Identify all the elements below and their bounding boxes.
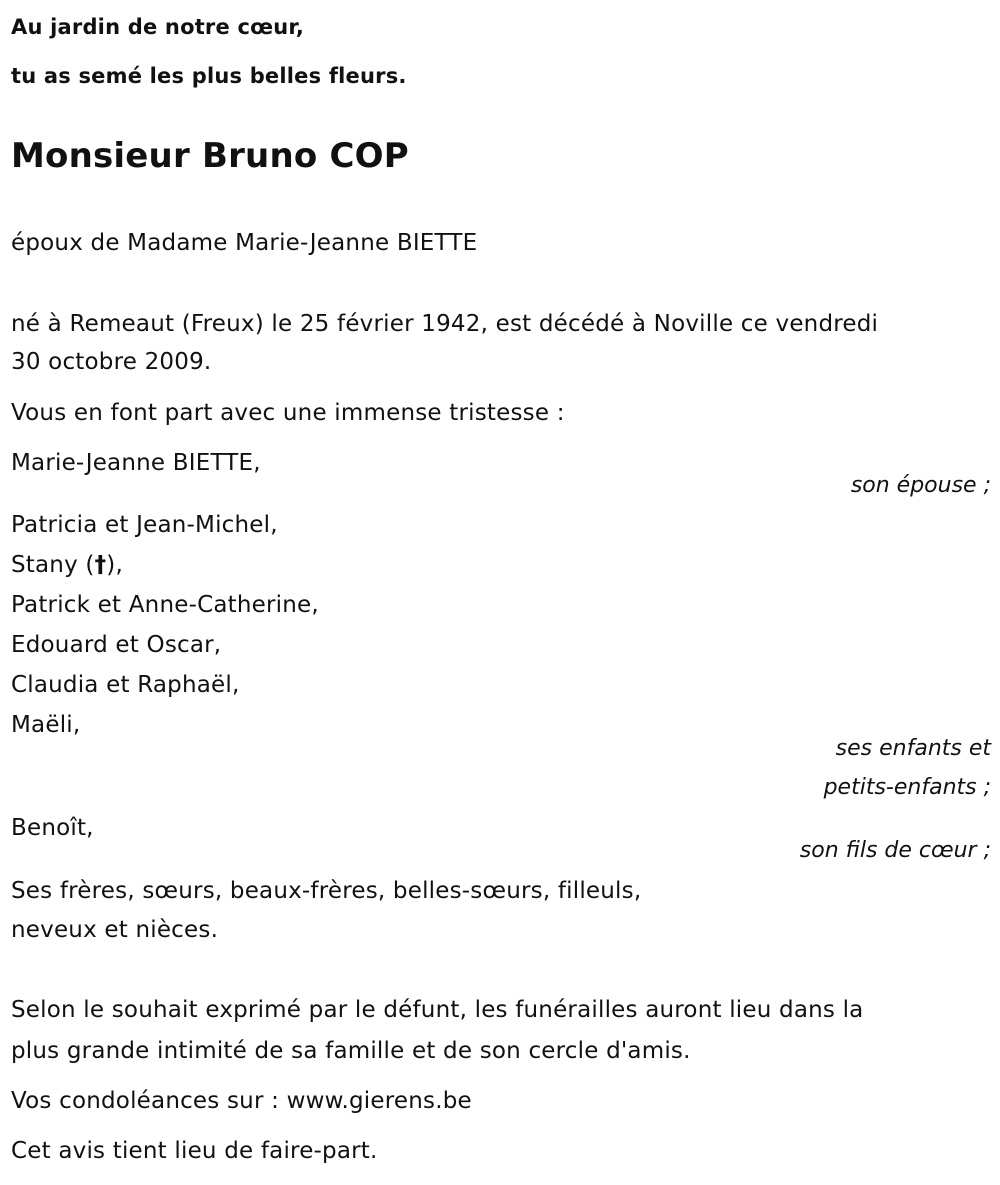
child-name: Edouard et Oscar, [11, 632, 222, 658]
condolences-line: Vos condoléances sur : www.gierens.be [11, 1088, 472, 1114]
spouse-name: Marie-Jeanne BIETTE, [11, 450, 261, 476]
heart-son-role: son fils de cœur ; [799, 838, 991, 863]
relatives-line-1: Ses frères, sœurs, beaux-frères, belles-sœurs, filleuls, [11, 878, 642, 904]
child-name: Patrick et Anne-Catherine, [11, 592, 319, 618]
children-role-line-1: ses enfants et [835, 736, 991, 761]
child-name: Maëli, [11, 712, 81, 738]
child-name: Stany ( [11, 552, 95, 578]
funeral-line-2: plus grande intimité de sa famille et de son cercle d'amis. [11, 1038, 691, 1064]
child-name-stany [11, 550, 123, 580]
birth-death-line-1: né à Remeaut (Freux) le 25 février 1942, est décédé à Noville ce vendredi [11, 311, 879, 337]
relatives-line-2: neveux et nièces. [11, 917, 219, 943]
funeral-line-1: Selon le souhait exprimé par le défunt, les funérailles auront lieu dans la [11, 997, 864, 1023]
notice-line: Cet avis tient lieu de faire-part. [11, 1138, 378, 1164]
spouse-line: époux de Madame Marie-Jeanne BIETTE [11, 230, 478, 256]
motto-line-1: Au jardin de notre cœur, [11, 15, 305, 39]
children-role-line-2: petits-enfants ; [823, 775, 991, 800]
stany-suffix: ), [106, 552, 123, 578]
motto-line-2: tu as semé les plus belles fleurs. [11, 64, 407, 88]
cross-icon: † [94, 552, 107, 578]
deceased-name: Monsieur Bruno COP [11, 136, 409, 176]
birth-death-line-2: 30 octobre 2009. [11, 349, 212, 375]
spouse-role: son épouse ; [850, 473, 991, 498]
child-name: Patricia et Jean-Michel, [11, 512, 278, 538]
child-name: Claudia et Raphaël, [11, 672, 240, 698]
announcement-line: Vous en font part avec une immense tristesse : [11, 400, 565, 426]
heart-son-name: Benoît, [11, 815, 94, 841]
